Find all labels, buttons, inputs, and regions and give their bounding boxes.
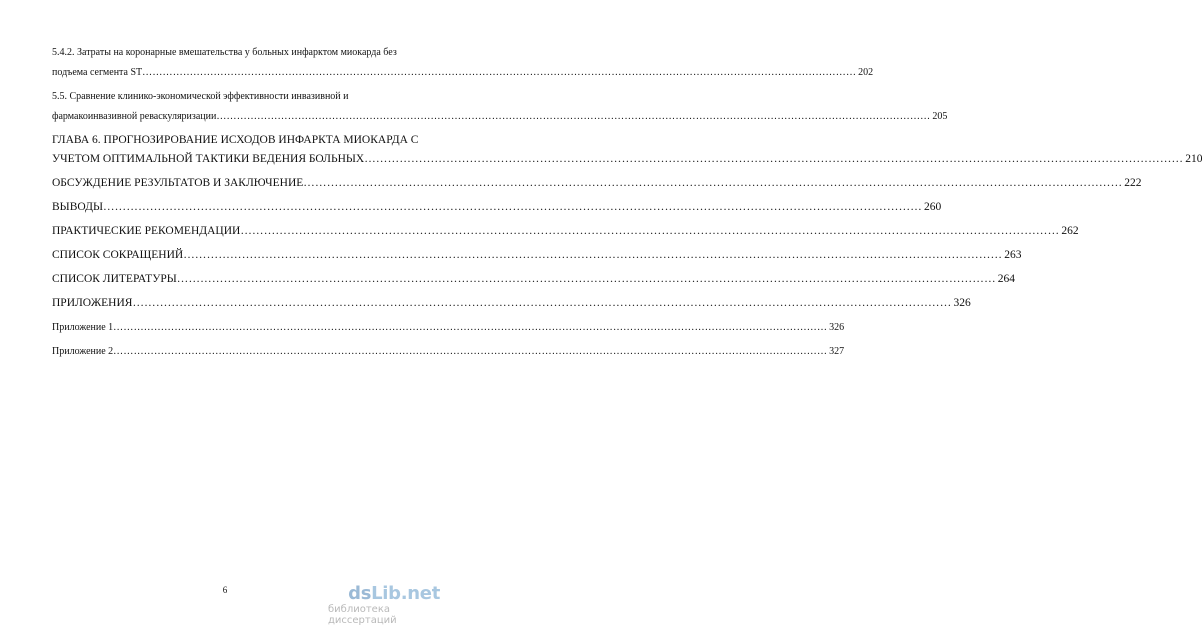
dot-leader: ………………………………………………………………………………………………………………………………………………………………………………………… [183, 249, 1003, 261]
toc-entry-title-line2: фармакоинвазивной реваскуляризации [52, 111, 217, 122]
toc-page-number: 260 [923, 201, 942, 213]
toc-entry-references[interactable] [52, 270, 1016, 289]
dot-leader: ………………………………………………………………………………………………………………………………………………………………………………………… [113, 346, 828, 357]
toc-entry-5-4-2[interactable] [52, 43, 874, 83]
toc-page-number: 222 [1124, 177, 1142, 189]
toc-page-number: 210 [1185, 153, 1202, 165]
watermark-logo [328, 583, 440, 626]
toc-entry-chapter-6[interactable] [52, 131, 1202, 169]
toc-page-number: 326 [829, 322, 845, 333]
watermark-brand [348, 583, 440, 604]
toc-entry-title: СПИСОК ЛИТЕРАТУРЫ [52, 273, 177, 285]
toc-entry-title-line1: 5.5. Сравнение клинико-экономической эффективности инвазивной и [52, 91, 349, 102]
toc-entry-title: ПРАКТИЧЕСКИЕ РЕКОМЕНДАЦИИ [52, 225, 241, 237]
dot-leader: ………………………………………………………………………………………………………………………………………………………………………………………… [240, 225, 1060, 237]
toc-entry-title: Приложение 2 [52, 346, 114, 357]
toc-page-number: 327 [829, 346, 845, 357]
dot-leader: ………………………………………………………………………………………………………………………………………………………………………………………… [102, 201, 922, 213]
dot-leader: ………………………………………………………………………………………………………………………………………………………………………………………… [364, 153, 1184, 165]
toc-entry-appendices[interactable] [52, 294, 971, 313]
toc-page-number: 205 [932, 111, 948, 122]
toc-page-number: 264 [997, 273, 1016, 285]
toc-page-number: 202 [858, 67, 874, 78]
dot-leader: ………………………………………………………………………………………………………………………………………………………………………………………… [303, 177, 1123, 189]
dot-leader: ………………………………………………………………………………………………………………………………………………………………………………………… [216, 111, 931, 122]
toc-entry-title: ОБСУЖДЕНИЕ РЕЗУЛЬТАТОВ И ЗАКЛЮЧЕНИЕ [52, 177, 304, 189]
toc-entry-title: СПИСОК СОКРАЩЕНИЙ [52, 249, 184, 261]
toc-page-number: 263 [1004, 249, 1022, 261]
toc-entry-abbreviations[interactable] [52, 246, 1022, 265]
toc-entry-appendix-1[interactable] [52, 318, 845, 338]
toc-entry-recommendations[interactable] [52, 222, 1079, 241]
toc-page-number: 262 [1061, 225, 1079, 237]
toc-entry-title-line2: УЧЕТОМ ОПТИМАЛЬНОЙ ТАКТИКИ ВЕДЕНИЯ БОЛЬНЫХ [52, 153, 365, 165]
toc-entry-title-line1: ГЛАВА 6. ПРОГНОЗИРОВАНИЕ ИСХОДОВ ИНФАРКТА МИОКАРДА С [52, 134, 419, 146]
toc-entry-title: Приложение 1 [52, 322, 114, 333]
watermark-subtitle: библиотека диссертаций [328, 604, 397, 626]
dot-leader: ………………………………………………………………………………………………………………………………………………………………………………………… [142, 67, 857, 78]
toc-entry-title: ВЫВОДЫ [52, 201, 103, 213]
toc-entry-discussion[interactable] [52, 174, 1142, 193]
dot-leader: ………………………………………………………………………………………………………………………………………………………………………………………… [132, 297, 952, 309]
toc-page-number: 326 [953, 297, 971, 309]
toc-entry-appendix-2[interactable] [52, 342, 845, 362]
dot-leader: ………………………………………………………………………………………………………………………………………………………………………………………… [113, 322, 828, 333]
toc-entry-5-5[interactable] [52, 87, 948, 127]
watermark-brand-suffix: Lib.net [371, 583, 440, 604]
toc-entry-conclusions[interactable] [52, 198, 942, 217]
dot-leader: ………………………………………………………………………………………………………………………………………………………………………………………… [176, 273, 996, 285]
page-number: 6 [222, 585, 228, 595]
watermark-brand-prefix: ds [348, 583, 372, 604]
toc-entry-title: ПРИЛОЖЕНИЯ [52, 297, 133, 309]
toc-entry-title-line2: подъема сегмента ST [52, 67, 143, 78]
toc-entry-title-line1: 5.4.2. Затраты на коронарные вмешательства у больных инфарктом миокарда без [52, 47, 397, 58]
table-of-contents [52, 43, 1202, 362]
